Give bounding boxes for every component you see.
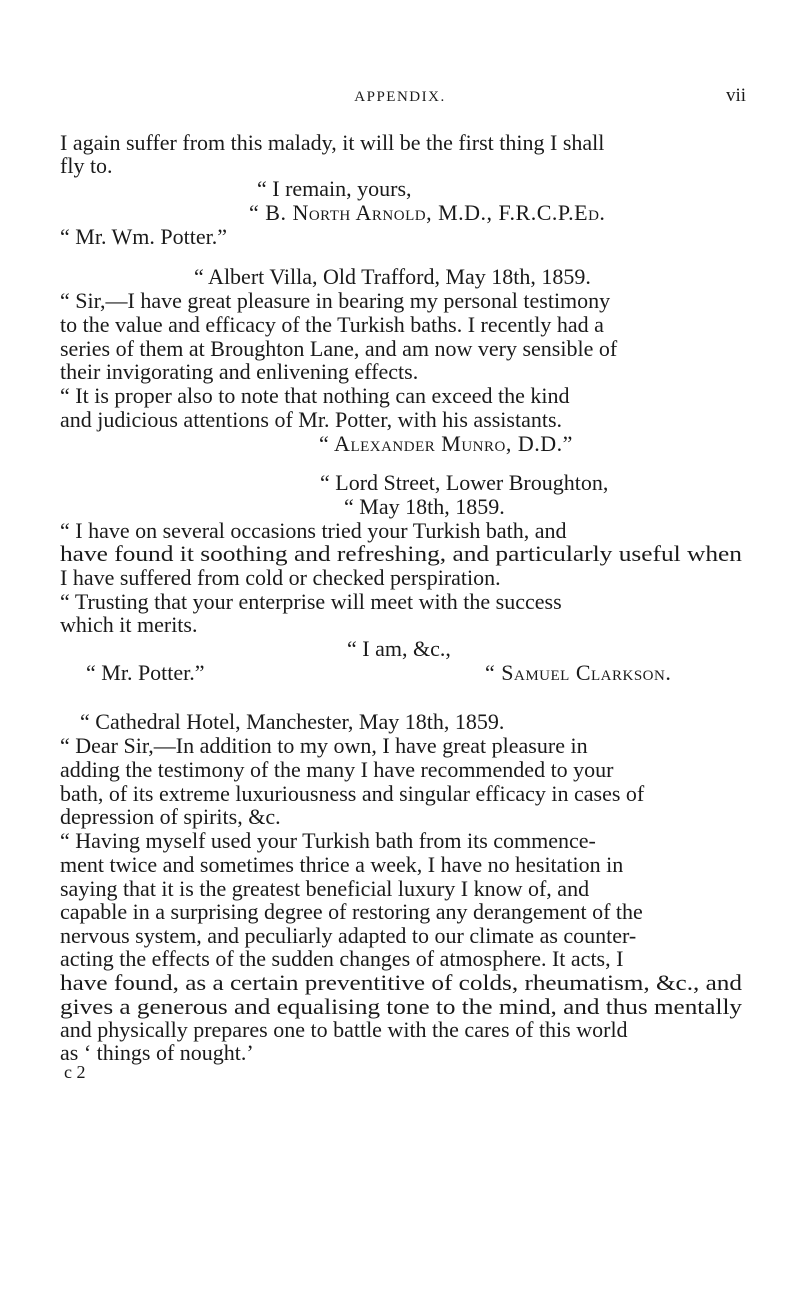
body-line: their invigorating and enlivening effects. <box>60 359 419 384</box>
body-line: “ Dear Sir,—In addition to my own, I have great pleasure in <box>60 733 588 758</box>
body-line: “ Having myself used your Turkish bath from its commence- <box>60 828 596 853</box>
body-line: adding the testimony of the many I have recommended to your <box>60 757 614 782</box>
body-line: “ I have on several occasions tried your Turkish bath, and <box>60 518 567 543</box>
body-line: and judicious attentions of Mr. Potter, with his assistants. <box>60 407 563 432</box>
signature: “ B. North Arnold, M.D., F.R.C.P.Ed. <box>249 200 606 225</box>
closing-line: “ I remain, yours, <box>257 176 412 201</box>
body-line: nervous system, and peculiarly adapted to our climate as counter- <box>60 923 637 948</box>
body-line: fly to. <box>60 153 113 178</box>
body-line: have found it soothing and refreshing, and particularly useful when <box>60 541 742 566</box>
body-line: acting the effects of the sudden changes of atmosphere. It acts, I <box>60 946 624 971</box>
signature: “ Samuel Clarkson. <box>485 660 672 685</box>
letter-heading: “ Albert Villa, Old Trafford, May 18th, 1859. <box>194 264 591 289</box>
body-line: ment twice and sometimes thrice a week, I have no hesitation in <box>60 852 624 877</box>
signature-mark: c 2 <box>64 1062 86 1082</box>
body-line: which it merits. <box>60 612 198 637</box>
page-number: vii <box>726 85 747 106</box>
body-line: to the value and efficacy of the Turkish baths. I recently had a <box>60 312 604 337</box>
addressee: “ Mr. Potter.” <box>86 660 205 685</box>
body-line: have found, as a certain preventitive of colds, rheumatism, &c., and <box>60 970 743 995</box>
closing-line: “ I am, &c., <box>347 636 451 661</box>
body-line: “ It is proper also to note that nothing can exceed the kind <box>60 383 570 408</box>
body-line: I have suffered from cold or checked perspiration. <box>60 565 501 590</box>
body-line: I again suffer from this malady, it will be the first thing I shall <box>60 130 605 155</box>
body-line: depression of spirits, &c. <box>60 804 281 829</box>
body-line: and physically prepares one to battle with the cares of this world <box>60 1017 628 1042</box>
addressee: “ Mr. Wm. Potter.” <box>60 224 228 249</box>
body-line: saying that it is the greatest beneficial luxury I know of, and <box>60 876 590 901</box>
body-line: series of them at Broughton Lane, and am now very sensible of <box>60 336 618 361</box>
body-line: “ Trusting that your enterprise will meet with the success <box>60 589 562 614</box>
body-line: as ‘ things of nought.’ <box>60 1040 254 1065</box>
letter-heading: “ Lord Street, Lower Broughton, <box>320 470 609 495</box>
letter-heading: “ Cathedral Hotel, Manchester, May 18th, 1859. <box>80 709 505 734</box>
letter-heading: “ May 18th, 1859. <box>344 494 505 519</box>
body-line: capable in a surprising degree of restoring any derangement of the <box>60 899 643 924</box>
body-line: gives a generous and equalising tone to the mind, and thus mentally <box>60 994 743 1019</box>
running-header: APPENDIX. <box>354 89 446 105</box>
signature: “ Alexander Munro, D.D.” <box>319 431 573 456</box>
body-line: bath, of its extreme luxuriousness and singular efficacy in cases of <box>60 781 645 806</box>
body-line: “ Sir,—I have great pleasure in bearing my personal testimony <box>60 288 611 313</box>
